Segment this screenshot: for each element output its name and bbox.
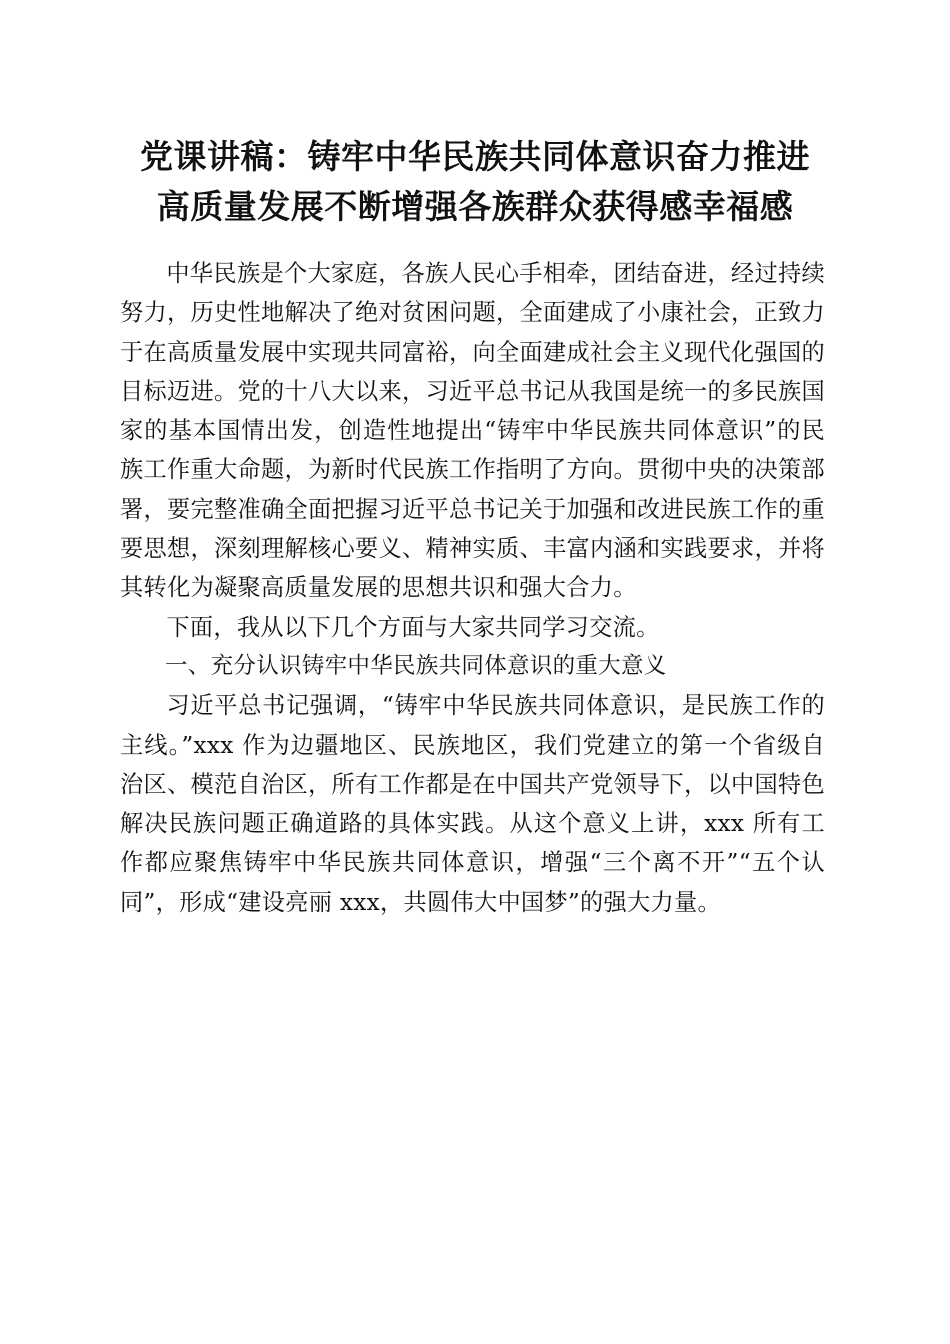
section-heading-1: 一、充分认识铸牢中华民族共同体意识的重大意义	[165, 652, 667, 679]
paragraph-section-1: 习近平总书记强调，“铸牢中华民族共同体意识，是民族工作的主线。”xxx 作为边疆地区、民族地区，我们党建立的第一个省级自治区、模范自治区，所有工作都是在中国共产党领导下，以中国特色解决民族问题正确道路的具体实践。从这个意义上讲，xxx 所有工作都应聚焦铸牢中华民族共同体意识，增强“三个离不开”“五个认同”，形成“建设亮丽 xxx，共圆伟大中国梦”的强大力量。	[120, 692, 825, 916]
title-line-1: 党课讲稿：铸牢中华民族共同体意识奋力推进	[140, 137, 810, 176]
paragraph-transition: 下面，我从以下几个方面与大家共同学习交流。	[166, 613, 660, 641]
title-line-2: 高质量发展不断增强各族群众获得感幸福感	[156, 187, 794, 226]
document-title	[100, 132, 850, 232]
document-body	[120, 254, 825, 922]
paragraph-intro: 中华民族是个大家庭，各族人民心手相牵，团结奋进，经过持续努力，历史性地解决了绝对贫困问题，全面建成了小康社会，正致力于在高质量发展中实现共同富裕，向全面建成社会主义现代化强国的目标迈进。党的十八大以来，习近平总书记从我国是统一的多民族国家的基本国情出发，创造性地提出“铸牢中华民族共同体意识”的民族工作重大命题，为新时代民族工作指明了方向。贯彻中央的决策部署，要完整准确全面把握习近平总书记关于加强和改进民族工作的重要思想，深刻理解核心要义、精神实质、丰富内涵和实践要求，并将其转化为凝聚高质量发展的思想共识和强大合力。	[120, 260, 825, 602]
